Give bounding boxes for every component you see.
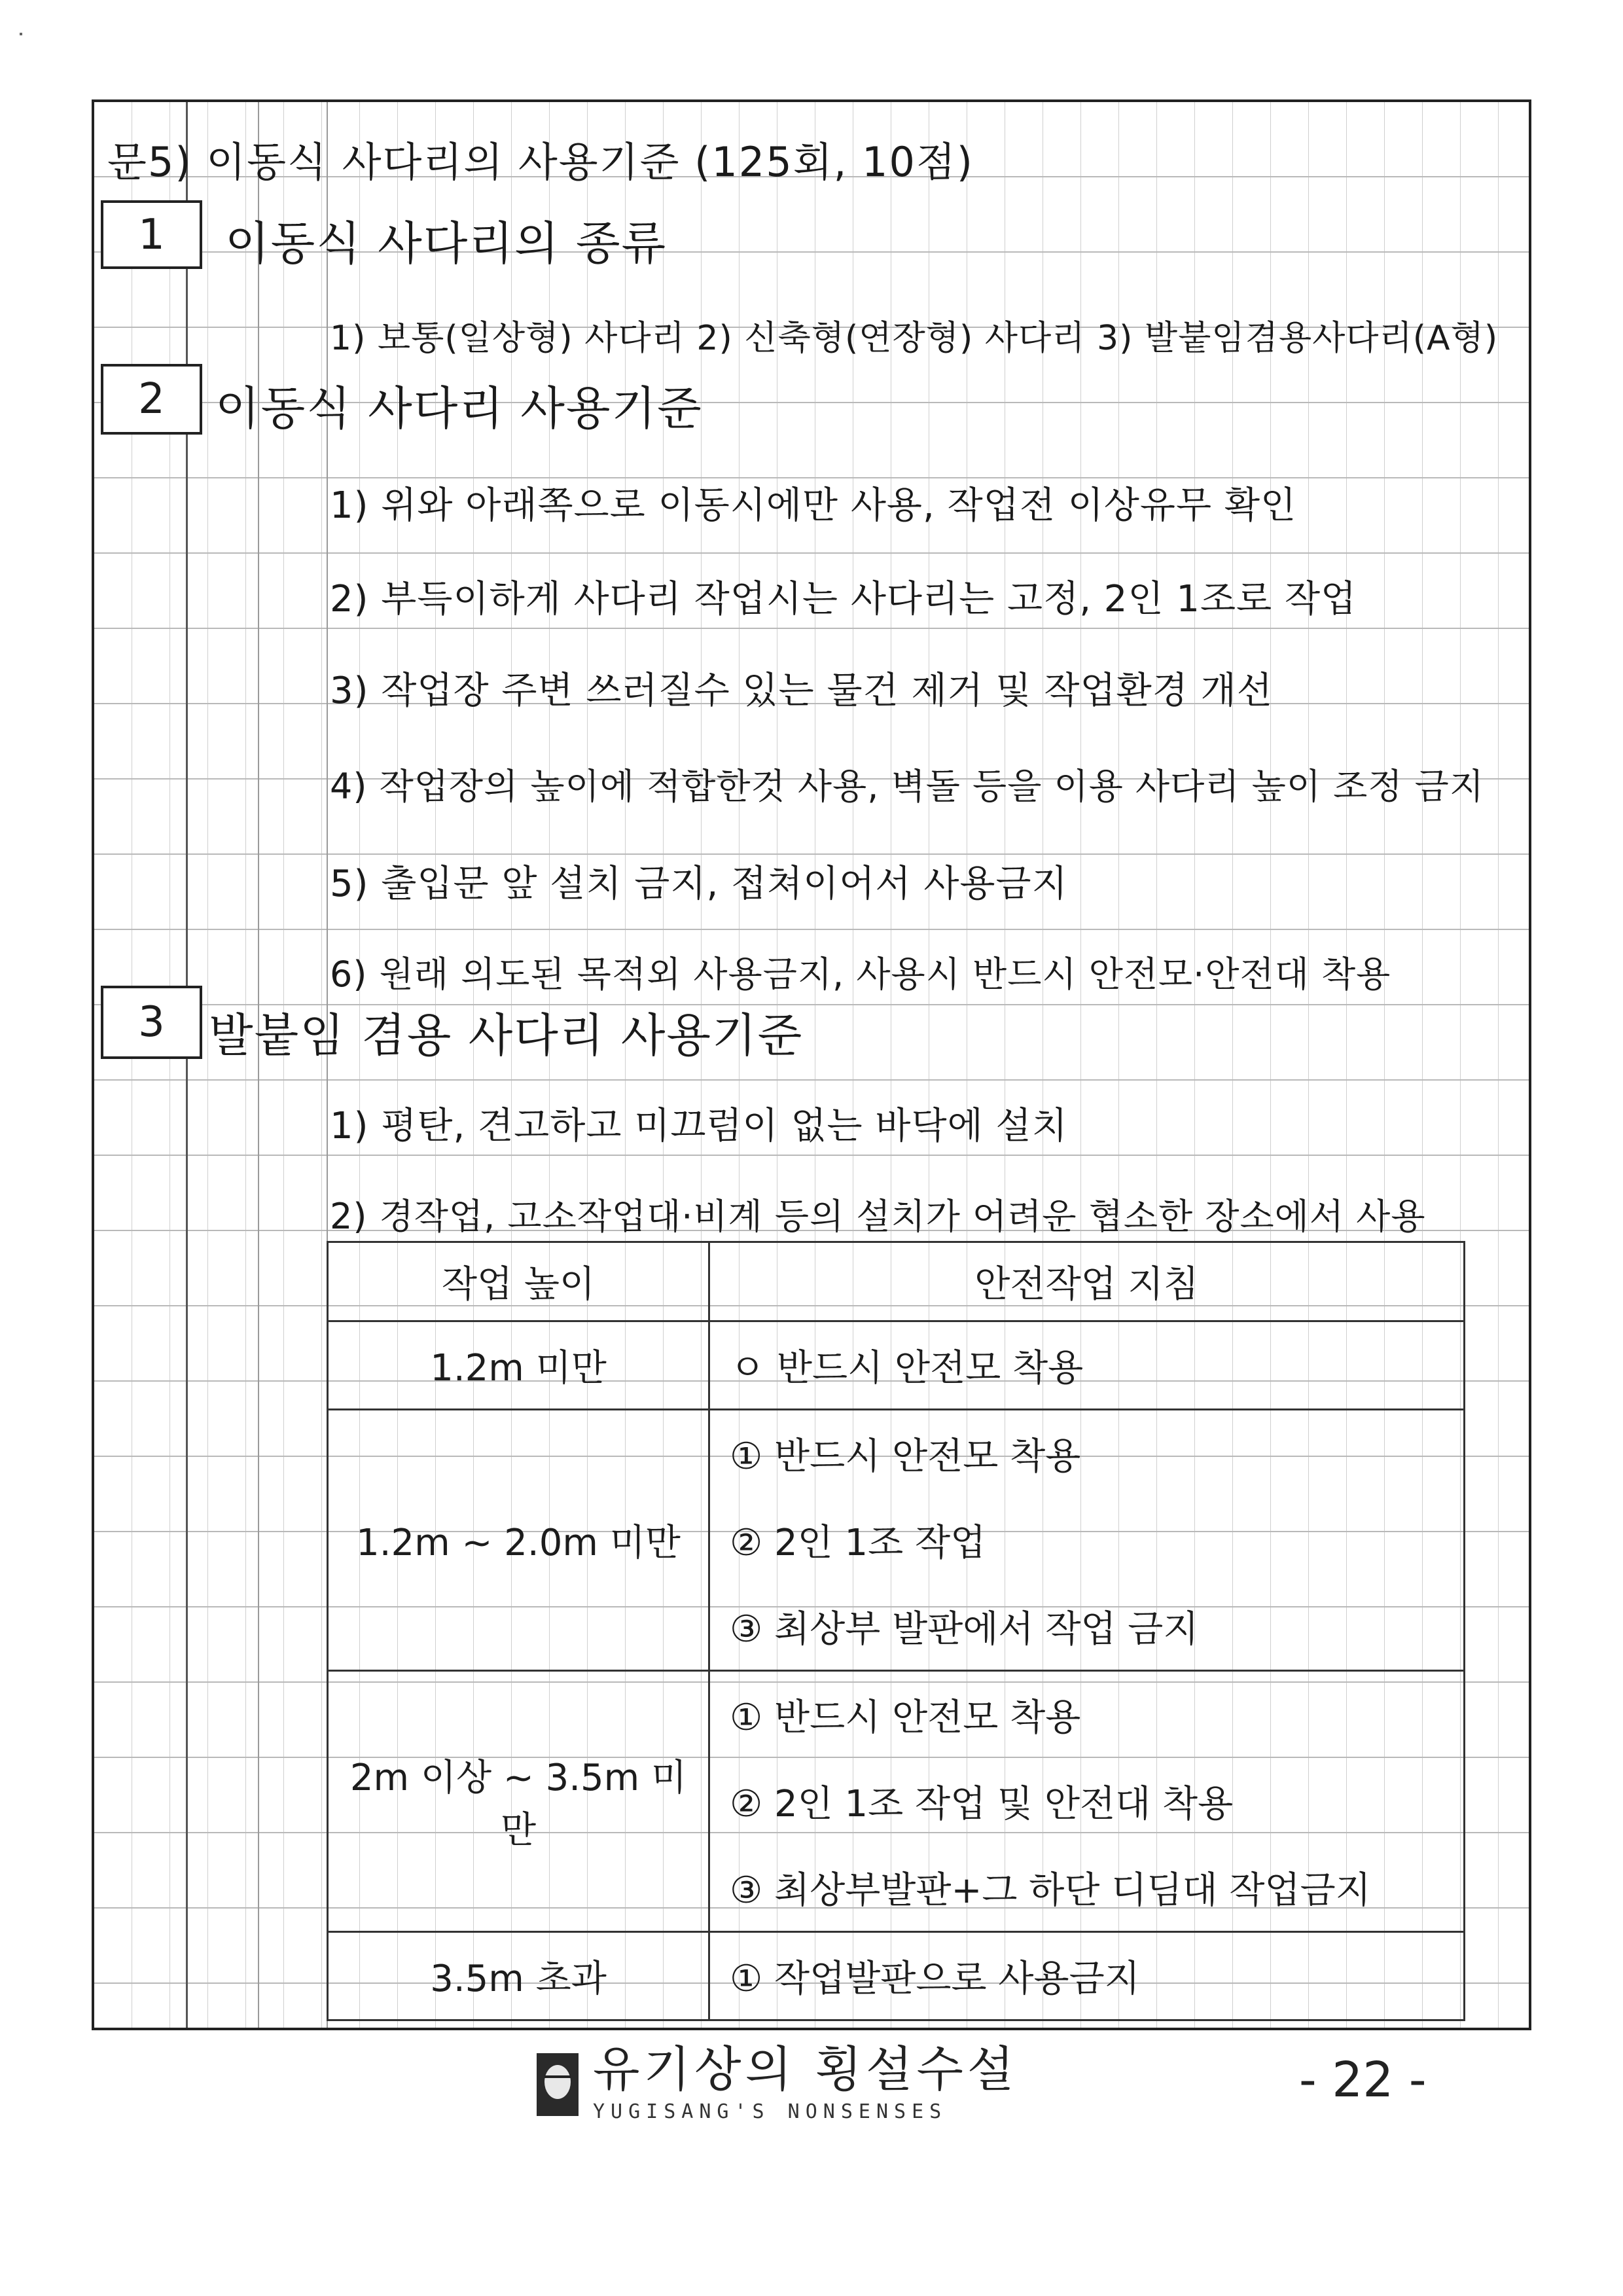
corner-mark (20, 33, 22, 35)
section-2-item-6: 6) 원래 의도된 목적외 사용금지, 사용시 반드시 안전모·안전대 착용 (330, 954, 1391, 995)
guide-cell: ③ 최상부발판+그 하단 디딤대 작업금지 (709, 1844, 1465, 1932)
section-1-item: 1) 보통(일상형) 사다리 2) 신축형(연장형) 사다리 3) 발붙임겸용사다리(A형) (330, 319, 1499, 358)
guide-cell: ① 작업발판으로 사용금지 (709, 1932, 1465, 2020)
section-3-title: 발붙임 겸용 사다리 사용기준 (209, 1009, 804, 1062)
section-3-number: 3 (101, 986, 202, 1059)
header-guide: 안전작업 지침 (709, 1242, 1465, 1321)
guide-cell: ③ 최상부 발판에서 작업 금지 (709, 1583, 1465, 1671)
height-cell: 1.2m ~ 2.0m 미만 (328, 1410, 709, 1671)
footer-brand (537, 2041, 1018, 2123)
section-1-title: 이동식 사다리의 종류 (225, 217, 668, 270)
section-2-item-3: 3) 작업장 주변 쓰러질수 있는 물건 제거 및 작업환경 개선 (330, 670, 1273, 712)
guide-cell: ① 반드시 안전모 착용 (709, 1671, 1465, 1759)
section-2-item-2: 2) 부득이하게 사다리 작업시는 사다리는 고정, 2인 1조로 작업 (330, 578, 1357, 620)
table-row (328, 1932, 1465, 2020)
safety-guide-table (327, 1241, 1465, 2021)
section-2-number: 2 (101, 364, 202, 435)
height-cell: 1.2m 미만 (328, 1321, 709, 1410)
height-cell: 3.5m 초과 (328, 1932, 709, 2020)
section-3-item-1: 1) 평탄, 견고하고 미끄럼이 없는 바닥에 설치 (330, 1105, 1068, 1147)
answer-sheet (92, 99, 1531, 2030)
height-cell: 2m 이상 ~ 3.5m 미만 (328, 1671, 709, 1932)
section-2-item-5: 5) 출입문 앞 설치 금지, 접쳐이어서 사용금지 (330, 863, 1068, 905)
question-title: 문5) 이동식 사다리의 사용기준 (125회, 10점) (107, 138, 974, 186)
page-number: - 22 - (1299, 2052, 1427, 2108)
section-2-item-1: 1) 위와 아래쪽으로 이동시에만 사용, 작업전 이상유무 확인 (330, 484, 1297, 527)
section-3-item-2: 2) 경작업, 고소작업대·비계 등의 설치가 어려운 협소한 장소에서 사용 (330, 1196, 1426, 1237)
guide-cell: ① 반드시 안전모 착용 (709, 1410, 1465, 1498)
table-row (328, 1321, 1465, 1410)
guide-cell: ② 2인 1조 작업 및 안전대 착용 (709, 1758, 1465, 1844)
guide-cell: ㅇ 반드시 안전모 착용 (709, 1321, 1465, 1410)
table-header-row (328, 1242, 1465, 1321)
guide-cell: ② 2인 1조 작업 (709, 1497, 1465, 1583)
brand-english: YUGISANG'S NONSENSES (593, 2100, 948, 2123)
header-height: 작업 높이 (328, 1242, 709, 1321)
section-2-title: 이동식 사다리 사용기준 (215, 382, 703, 435)
table-row (328, 1410, 1465, 1498)
table-row (328, 1671, 1465, 1759)
author-portrait-icon (537, 2053, 579, 2116)
section-2-item-4: 4) 작업장의 높이에 적합한것 사용, 벽돌 등을 이용 사다리 높이 조정 금지 (330, 766, 1484, 807)
section-1-number: 1 (101, 200, 202, 269)
brand-korean: 유기상의 횡설수설 (593, 2041, 1018, 2098)
